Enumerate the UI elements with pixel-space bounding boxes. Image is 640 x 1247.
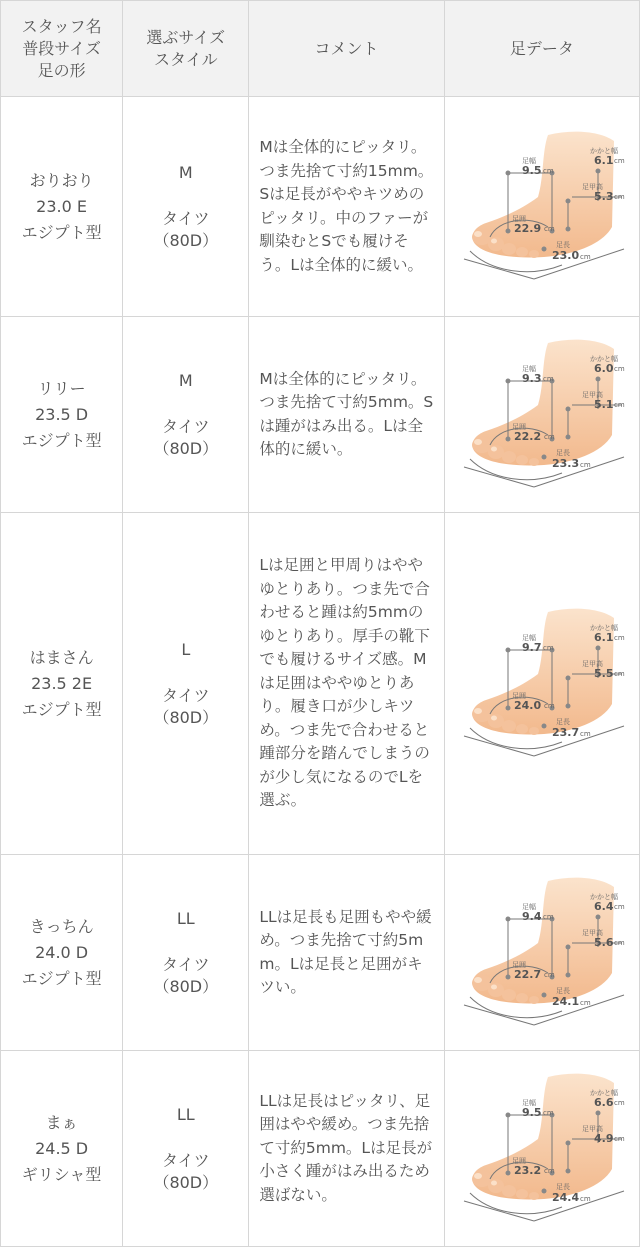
girth-label: 足囲 xyxy=(511,960,526,969)
size-cell xyxy=(123,97,249,317)
width-label: 足幅 xyxy=(521,1098,536,1107)
length-label: 足長 xyxy=(555,717,570,726)
style-line-2: （80D） xyxy=(153,438,219,458)
heel-value: 6.0 xyxy=(593,361,614,375)
width-unit: cm xyxy=(542,643,554,652)
instep-value: 5.5 xyxy=(593,666,614,680)
girth-value: 24.0 xyxy=(513,698,541,712)
table-row xyxy=(1,317,640,513)
foot-data-cell xyxy=(444,1051,639,1247)
comment-cell: Lは足囲と甲周りはややゆとりあり。つま先で合わせると踵は約5mmのゆとりあり。厚手の靴下でも履けるサイズ感。Mは足囲はややゆとりあり。履き口が少しキツめ。つま先で合わせると踵部分を踏んでしまうのが少し気になるのでLを選ぶ。 xyxy=(249,513,444,855)
instep-unit: cm xyxy=(613,938,625,947)
style-line-2: （80D） xyxy=(153,707,219,727)
instep-label: 足甲高 xyxy=(581,1124,603,1133)
girth-label: 足囲 xyxy=(511,422,526,431)
comment-cell: Mは全体的にピッタリ。つま先捨て寸約5mm。Sは踵がはみ出る。Lは全体的に緩い。 xyxy=(249,317,444,513)
table-row xyxy=(1,513,640,855)
width-unit: cm xyxy=(542,912,554,921)
width-value: 9.5 xyxy=(521,163,542,177)
style-line-1: タイツ xyxy=(161,208,210,228)
width-label: 足幅 xyxy=(521,633,536,642)
instep-label: 足甲高 xyxy=(581,659,603,668)
instep-value: 5.6 xyxy=(593,935,614,949)
heel-label: かかと幅 xyxy=(589,1088,618,1097)
length-unit: cm xyxy=(579,1194,591,1203)
foot-diagram xyxy=(452,1069,632,1229)
heel-unit: cm xyxy=(613,633,625,642)
header-staff: スタッフ名 普段サイズ 足の形 xyxy=(1,1,123,97)
size-cell xyxy=(123,1051,249,1247)
instep-value: 4.9 xyxy=(593,1131,614,1145)
length-unit: cm xyxy=(579,460,591,469)
foot-diagram xyxy=(452,873,632,1033)
length-value: 23.7 xyxy=(551,725,579,739)
comment-cell: Mは全体的にピッタリ。つま先捨て寸約15mm。Sは足長がややキツめのピッタリ。中のファーが馴染むとSでも履けそう。Lは全体的に緩い。 xyxy=(249,97,444,317)
length-label: 足長 xyxy=(555,1182,570,1191)
instep-value: 5.1 xyxy=(593,397,614,411)
instep-unit: cm xyxy=(613,400,625,409)
instep-unit: cm xyxy=(613,669,625,678)
staff-cell xyxy=(1,513,123,855)
width-label: 足幅 xyxy=(521,902,536,911)
foot-data-cell xyxy=(444,317,639,513)
instep-label: 足甲高 xyxy=(581,182,603,191)
width-label: 足幅 xyxy=(521,364,536,373)
heel-label: かかと幅 xyxy=(589,623,618,632)
staff-usual-size: 23.0 E xyxy=(36,196,87,216)
length-label: 足長 xyxy=(555,986,570,995)
length-unit: cm xyxy=(579,729,591,738)
width-value: 9.5 xyxy=(521,1105,542,1119)
width-unit: cm xyxy=(542,374,554,383)
girth-value: 22.7 xyxy=(513,967,541,981)
staff-name: はまさん xyxy=(29,647,94,667)
length-value: 23.0 xyxy=(551,248,579,262)
foot-data-cell xyxy=(444,97,639,317)
staff-foot-type: エジプト型 xyxy=(21,968,102,988)
heel-value: 6.1 xyxy=(593,630,614,644)
instep-label: 足甲高 xyxy=(581,928,603,937)
girth-unit: cm xyxy=(543,970,555,979)
foot-diagram xyxy=(452,335,632,495)
heel-unit: cm xyxy=(613,156,625,165)
length-value: 24.4 xyxy=(551,1190,579,1204)
staff-cell xyxy=(1,855,123,1051)
girth-unit: cm xyxy=(543,701,555,710)
heel-value: 6.1 xyxy=(593,153,614,167)
style-line-1: タイツ xyxy=(161,416,210,436)
girth-unit: cm xyxy=(543,1166,555,1175)
foot-diagram xyxy=(452,127,632,287)
heel-value: 6.6 xyxy=(593,1095,614,1109)
staff-foot-type: エジプト型 xyxy=(21,699,102,719)
girth-unit: cm xyxy=(543,224,555,233)
staff-cell xyxy=(1,317,123,513)
length-value: 23.3 xyxy=(551,456,579,470)
style-line-2: （80D） xyxy=(153,976,219,996)
chosen-size: LL xyxy=(176,1104,195,1124)
staff-usual-size: 24.0 D xyxy=(35,942,89,962)
heel-label: かかと幅 xyxy=(589,892,618,901)
instep-label: 足甲高 xyxy=(581,390,603,399)
length-unit: cm xyxy=(579,998,591,1007)
girth-label: 足囲 xyxy=(511,691,526,700)
foot-data-cell xyxy=(444,513,639,855)
size-cell xyxy=(123,513,249,855)
header-row xyxy=(1,1,640,97)
header-size: 選ぶサイズ スタイル xyxy=(123,1,249,97)
foot-data-cell xyxy=(444,855,639,1051)
staff-usual-size: 24.5 D xyxy=(35,1138,89,1158)
girth-label: 足囲 xyxy=(511,1156,526,1165)
instep-unit: cm xyxy=(613,192,625,201)
chosen-size: LL xyxy=(176,908,195,928)
width-value: 9.4 xyxy=(521,909,542,923)
girth-unit: cm xyxy=(543,432,555,441)
staff-name: きっちん xyxy=(29,916,94,936)
style-line-1: タイツ xyxy=(161,685,210,705)
comment-cell: LLは足長も足囲もやや緩め。つま先捨て寸約5mm。Lは足長と足囲がキツい。 xyxy=(249,855,444,1051)
staff-name: リリー xyxy=(37,378,86,398)
foot-diagram xyxy=(452,604,632,764)
chosen-size: L xyxy=(181,639,191,659)
staff-name: まぁ xyxy=(45,1112,78,1132)
staff-name: おりおり xyxy=(29,170,94,190)
girth-label: 足囲 xyxy=(511,214,526,223)
heel-label: かかと幅 xyxy=(589,146,618,155)
staff-usual-size: 23.5 2E xyxy=(31,673,93,693)
staff-foot-type: ギリシャ型 xyxy=(21,1164,102,1184)
comment-cell: LLは足長はピッタリ、足囲はやや緩め。つま先捨て寸約5mm。Lは足長が小さく踵がはみ出るため選ばない。 xyxy=(249,1051,444,1247)
chosen-size: M xyxy=(178,370,193,390)
header-comment: コメント xyxy=(249,1,444,97)
size-cell xyxy=(123,855,249,1051)
style-line-2: （80D） xyxy=(153,230,219,250)
length-value: 24.1 xyxy=(551,994,579,1008)
instep-value: 5.3 xyxy=(593,189,614,203)
staff-foot-type: エジプト型 xyxy=(21,222,102,242)
length-label: 足長 xyxy=(555,240,570,249)
staff-foot-type: エジプト型 xyxy=(21,430,102,450)
style-line-1: タイツ xyxy=(161,954,210,974)
heel-value: 6.4 xyxy=(593,899,614,913)
heel-label: かかと幅 xyxy=(589,354,618,363)
width-value: 9.7 xyxy=(521,640,542,654)
staff-usual-size: 23.5 D xyxy=(35,404,89,424)
girth-value: 23.2 xyxy=(513,1163,541,1177)
instep-unit: cm xyxy=(613,1134,625,1143)
girth-value: 22.9 xyxy=(513,221,541,235)
style-line-2: （80D） xyxy=(153,1172,219,1192)
heel-unit: cm xyxy=(613,902,625,911)
width-label: 足幅 xyxy=(521,156,536,165)
girth-value: 22.2 xyxy=(513,429,541,443)
table-row xyxy=(1,1051,640,1247)
width-value: 9.3 xyxy=(521,371,542,385)
size-cell xyxy=(123,317,249,513)
chosen-size: M xyxy=(178,162,193,182)
header-foot: 足データ xyxy=(444,1,639,97)
table-row xyxy=(1,855,640,1051)
width-unit: cm xyxy=(542,1108,554,1117)
table-row xyxy=(1,97,640,317)
width-unit: cm xyxy=(542,166,554,175)
staff-cell xyxy=(1,97,123,317)
heel-unit: cm xyxy=(613,364,625,373)
length-label: 足長 xyxy=(555,448,570,457)
staff-cell xyxy=(1,1051,123,1247)
style-line-1: タイツ xyxy=(161,1150,210,1170)
heel-unit: cm xyxy=(613,1098,625,1107)
length-unit: cm xyxy=(579,252,591,261)
